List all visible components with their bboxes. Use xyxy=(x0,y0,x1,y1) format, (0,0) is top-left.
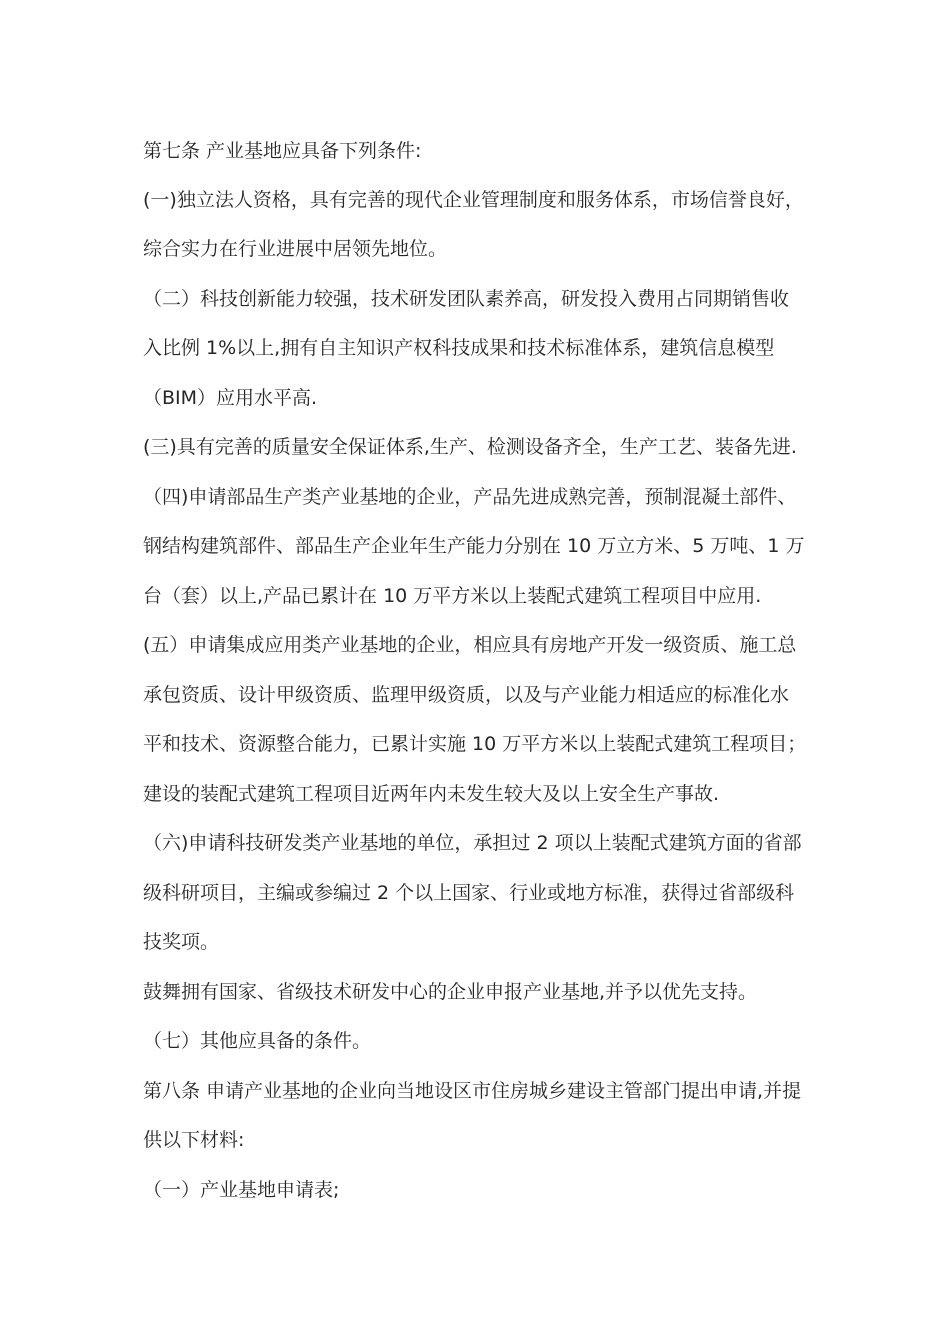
paragraph-line: （BIM）应用水平高. xyxy=(143,387,318,409)
paragraph-line: （二）科技创新能力较强，技术研发团队素养高，研发投入费用占同期销售收 xyxy=(143,288,790,310)
paragraph-line: 台（套）以上,产品已累计在 10 万平方米以上装配式建筑工程项目中应用. xyxy=(143,585,762,607)
paragraph-line: 级科研项目，主编或参编过 2 个以上国家、行业或地方标准，获得过省部级科 xyxy=(143,882,795,904)
paragraph-line: （六)申请科技研发类产业基地的单位，承担过 2 项以上装配式建筑方面的省部 xyxy=(143,832,802,854)
paragraph-line: （七）其他应具备的条件。 xyxy=(143,1030,372,1052)
paragraph-line: （一）产业基地申请表; xyxy=(143,1179,340,1201)
paragraph-line: 平和技术、资源整合能力，已累计实施 10 万平方米以上装配式建筑工程项目； xyxy=(143,733,807,755)
article-7-heading: 第七条 产业基地应具备下列条件: xyxy=(143,140,422,162)
paragraph-line: （四)申请部品生产类产业基地的企业，产品先进成熟完善，预制混凝土部件、 xyxy=(143,486,797,508)
paragraph-line: (五）申请集成应用类产业基地的企业，相应具有房地产开发一级资质、施工总 xyxy=(143,634,797,656)
paragraph-line: (一)独立法人资格，具有完善的现代企业管理制度和服务体系，市场信誉良好， xyxy=(143,189,804,211)
paragraph-line: 承包资质、设计甲级资质、监理甲级资质，以及与产业能力相适应的标准化水 xyxy=(143,684,790,706)
paragraph-line: (三)具有完善的质量安全保证体系,生产、检测设备齐全，生产工艺、装备先进. xyxy=(143,436,797,458)
paragraph-line: 钢结构建筑部件、部品生产企业年生产能力分别在 10 万立方米、5 万吨、1 万 xyxy=(143,535,805,557)
paragraph-line: 鼓舞拥有国家、省级技术研发中心的企业申报产业基地,并予以优先支持。 xyxy=(143,981,758,1003)
paragraph-line: 综合实力在行业进展中居领先地位。 xyxy=(143,238,448,260)
paragraph-line: 技奖项。 xyxy=(143,931,220,953)
paragraph-line: 建设的装配式建筑工程项目近两年内未发生较大及以上安全生产事故. xyxy=(143,783,720,805)
article-8-heading: 第八条 申请产业基地的企业向当地设区市住房城乡建设主管部门提出申请,并提 xyxy=(143,1080,802,1102)
paragraph-line: 入比例 1%以上,拥有自主知识产权科技成果和技术标准体系，建筑信息模型 xyxy=(143,337,775,359)
paragraph-line: 供以下材料: xyxy=(143,1129,245,1151)
